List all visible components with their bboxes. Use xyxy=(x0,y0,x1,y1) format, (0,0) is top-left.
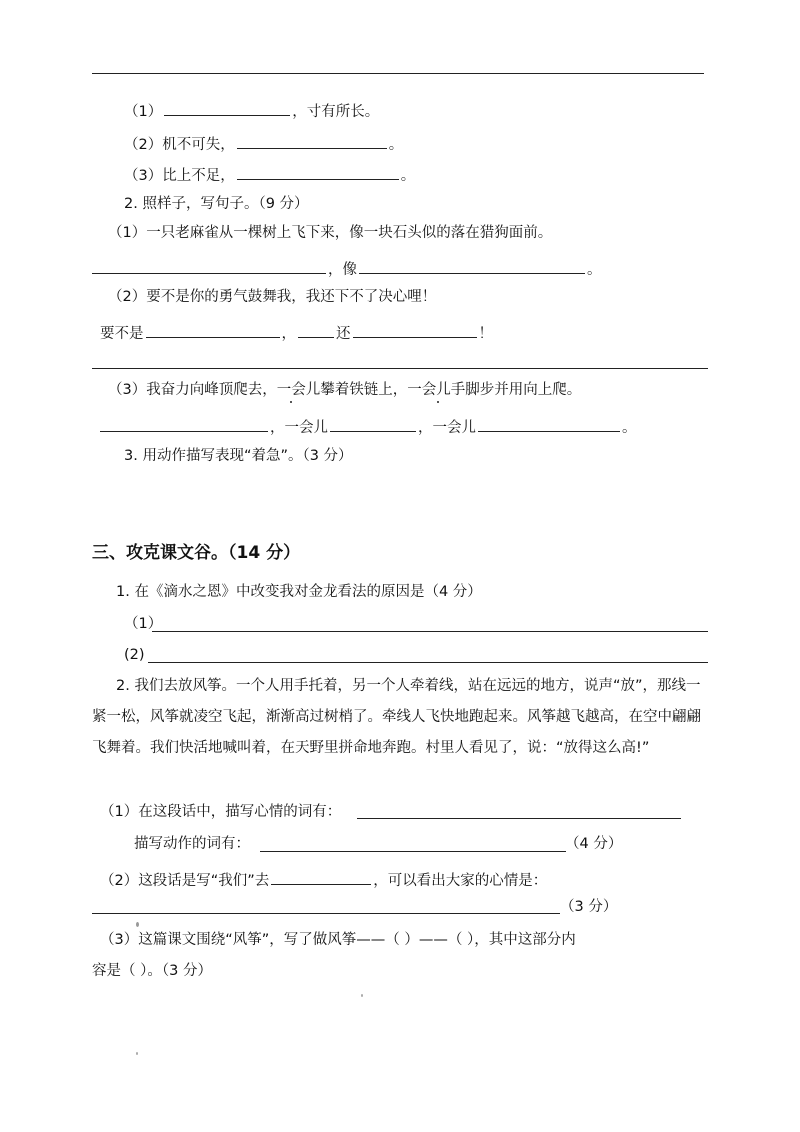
q2-ex2-fill xyxy=(100,323,493,342)
q1-item-3-blank[interactable] xyxy=(237,165,399,180)
scan-speck xyxy=(136,1052,138,1055)
p3-q1-heading: 1. 在《滴水之恩》中改变我对金龙看法的原因是（4 分） xyxy=(116,584,482,600)
q2-ex2-mid2: 还 xyxy=(336,326,351,342)
p3-q2-sub2-b: ，可以看出大家的心情是： xyxy=(373,873,548,889)
q1-item-3-label: （3） xyxy=(124,168,163,184)
q1-item-3-after: 。 xyxy=(400,168,416,184)
q2-ex2-blank-2[interactable] xyxy=(298,323,334,338)
q2-ex2-blank-1[interactable] xyxy=(146,323,280,338)
p3-q2-sub2-row xyxy=(100,870,547,889)
q2-ex3-mid1: ，一会儿 xyxy=(270,420,328,436)
q2-ex1-example: （1）一只老麻雀从一棵树上飞下来，像一块石头似的落在猎狗面前。 xyxy=(108,225,553,241)
q2-ex3-blank-1[interactable] xyxy=(100,417,268,432)
p3-q2-sub2-blank-1[interactable] xyxy=(271,870,371,885)
q2-ex3-mid2: ，一会儿 xyxy=(418,420,476,436)
emphasis-dot xyxy=(290,401,292,403)
p3-q2-sub1-b-row xyxy=(134,837,250,852)
q2-ex3-blank-2[interactable] xyxy=(330,417,416,432)
q2-ex1-end: 。 xyxy=(587,262,602,278)
p3-q2-sub1-a-row xyxy=(100,805,341,820)
q1-item-2-label: （2） xyxy=(124,137,163,153)
q2-ex2-start: 要不是 xyxy=(100,326,144,342)
p3-q2-passage: 2. 我们去放风筝。一个人用手托着，另一个人牵着线，站在远远的地方，说声“放”，那线一紧一松，风筝就凌空飞起，渐渐高过树梢了。牵线人飞快地跑起来。风筝越飞越高，在空中翩翩飞舞着。我们快活地喊叫着，在天野里拼命地奔跑。村里人看见了，说：“放得这么高!” xyxy=(92,678,701,756)
q2-ex2-example: （2）要不是你的勇气鼓舞我，我还下不了决心哩！ xyxy=(108,289,437,305)
q1-item-3 xyxy=(124,165,415,184)
p3-q1-line-1-label: （1） xyxy=(124,616,163,632)
scan-speck xyxy=(136,922,139,927)
q1-item-3-before: 比上不足， xyxy=(162,168,235,184)
q2-ex2-answer-line xyxy=(92,368,708,369)
emphasis-dot xyxy=(437,401,439,403)
q2-ex1-fill xyxy=(92,259,602,278)
p3-q2-sub1-b-blank[interactable] xyxy=(260,851,566,852)
q2-ex1-mid: ，像 xyxy=(328,262,357,278)
q1-item-1 xyxy=(124,101,379,120)
q3-heading: 3. 用动作描写表现“着急”。（3 分） xyxy=(124,448,353,464)
q2-ex2-end: ！ xyxy=(478,326,493,342)
p3-q2-sub2-a: （2）这段话是写“我们”去 xyxy=(100,873,270,889)
q1-item-1-label: （1） xyxy=(124,104,163,120)
p3-q2-sub3-line-2: 容是（ ）。（3 分） xyxy=(92,963,212,979)
q1-item-2-after: 。 xyxy=(388,137,404,153)
p3-q2-sub2-blank-2[interactable] xyxy=(92,913,560,914)
p3-q2-sub1-b: 描写动作的词有： xyxy=(134,836,250,852)
p3-q2-sub1-a: （1）在这段话中，描写心情的词有： xyxy=(100,804,342,820)
q1-item-2-before: 机不可失， xyxy=(162,137,235,153)
q2-heading: 2. 照样子，写句子。（9 分） xyxy=(124,196,309,212)
q2-ex3-example: （3）我奋力向峰顶爬去，一会儿攀着铁链上，一会儿手脚步并用向上爬。 xyxy=(108,382,582,398)
p3-q1-line-2-label: (2) xyxy=(124,647,145,663)
section-title: 三、攻克课文谷。（14 分） xyxy=(92,543,301,563)
p3-q2-sub1-score: （4 分） xyxy=(565,836,623,852)
q1-item-2-blank[interactable] xyxy=(237,134,387,149)
p3-q1-line-1[interactable] xyxy=(152,631,708,632)
q2-ex1-blank-2[interactable] xyxy=(359,259,585,274)
q2-ex3-blank-3[interactable] xyxy=(478,417,620,432)
p3-q2-sub3-line-1: （3）这篇课文围绕“风筝”，写了做风筝——（ ）——（ ），其中这部分内 xyxy=(100,932,576,948)
q1-item-1-blank[interactable] xyxy=(164,101,290,116)
q2-ex3-fill xyxy=(100,417,637,436)
scan-speck xyxy=(361,994,363,997)
p3-q2-sub2-score: （3 分） xyxy=(560,899,618,915)
q2-ex2-mid: ， xyxy=(281,326,296,342)
q1-item-1-after: ，寸有所长。 xyxy=(292,104,380,120)
top-divider xyxy=(92,73,704,74)
p3-q1-line-2[interactable] xyxy=(148,662,708,663)
q1-item-2 xyxy=(124,134,403,153)
q2-ex3-end: 。 xyxy=(622,420,637,436)
p3-q2-sub1-a-blank[interactable] xyxy=(357,818,681,819)
q2-ex1-blank-1[interactable] xyxy=(92,259,326,274)
q2-ex2-blank-3[interactable] xyxy=(353,323,477,338)
